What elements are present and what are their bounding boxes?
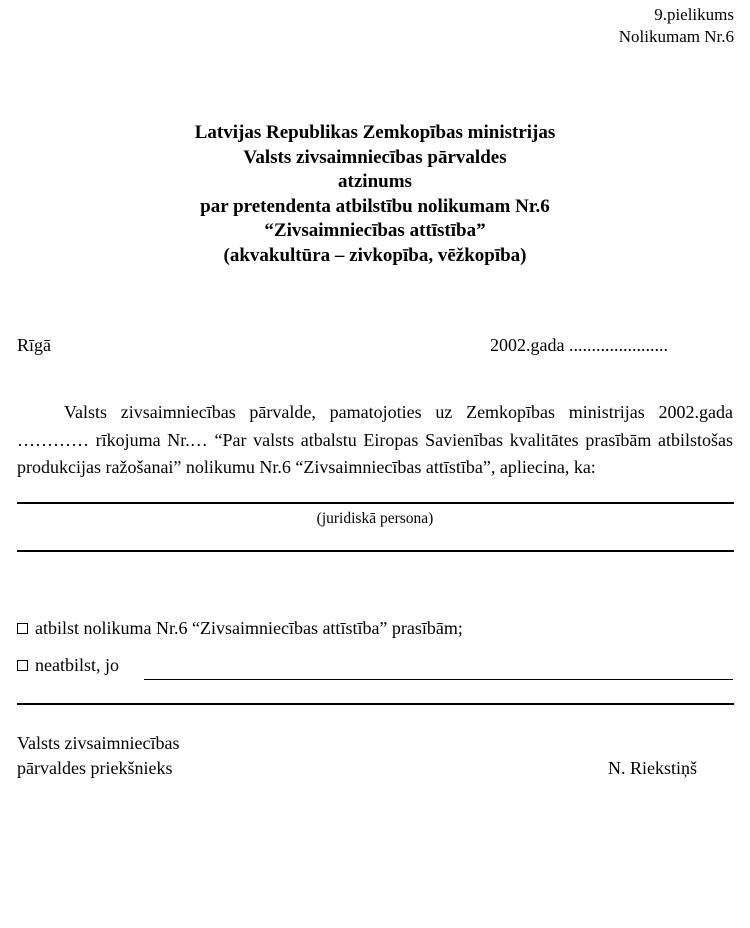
title-line-3: atzinums: [338, 171, 412, 192]
annex-label: 9.pielikums: [654, 5, 734, 24]
option-label-does-not-comply: neatbilst, jo: [35, 655, 119, 675]
option-row-does-not-comply[interactable]: [17, 654, 733, 691]
checkbox-icon-does-not-comply[interactable]: [17, 660, 28, 671]
entity-rule-top: [17, 502, 734, 504]
option-row-complies[interactable]: [17, 617, 733, 654]
annex-reference-block: [619, 4, 734, 48]
title-line-4: par pretendenta atbilstību nolikumam Nr.6: [200, 195, 550, 217]
reason-rule-bottom: [17, 703, 734, 705]
entity-rule-bottom: [17, 550, 734, 552]
title-line-2: Valsts zivsaimniecības pārvaldes: [243, 146, 507, 168]
reason-fill-line[interactable]: [144, 679, 733, 680]
place-date-row: [17, 333, 733, 357]
compliance-options: [17, 617, 733, 691]
title-line-5: “Zivsaimniecības attīstība”: [264, 220, 486, 241]
signatory-role-line-2: pārvaldes priekšnieks: [17, 758, 173, 778]
option-label-complies: atbilst nolikuma Nr.6 “Zivsaimniecības attīstība” prasībām;: [35, 618, 463, 638]
date-field[interactable]: 2002.gada ......................: [490, 335, 668, 355]
signatory-name: N. Riekstiņš: [607, 758, 697, 778]
regulation-label: Nolikumam Nr.6: [618, 27, 734, 46]
title-line-6: (akvakultūra – zivkopība, vēžkopība): [223, 244, 527, 266]
signature-block: [17, 731, 733, 791]
signatory-role-line-1: Valsts zivsaimniecības: [17, 733, 180, 753]
document-title: [17, 121, 733, 268]
place-label: Rīgā: [17, 335, 51, 355]
entity-caption: (juridiskā persona): [316, 510, 434, 527]
checkbox-icon-complies[interactable]: [17, 623, 28, 634]
body-paragraph: Valsts zivsaimniecības pārvalde, pamatojoties uz Zemkopības ministrijas 2002.gada ………… rīkojuma Nr.… “Par valsts atbalstu Eiropas Savienības kvalitātes prasībām atbilstošas produkcijas ražošanai” nolikumu Nr.6 “Zivsaimniecības attīstība”, apliecina, ka:: [17, 402, 733, 477]
signatory-role: [17, 731, 179, 781]
title-line-1: Latvijas Republikas Zemkopības ministrijas: [194, 122, 556, 143]
